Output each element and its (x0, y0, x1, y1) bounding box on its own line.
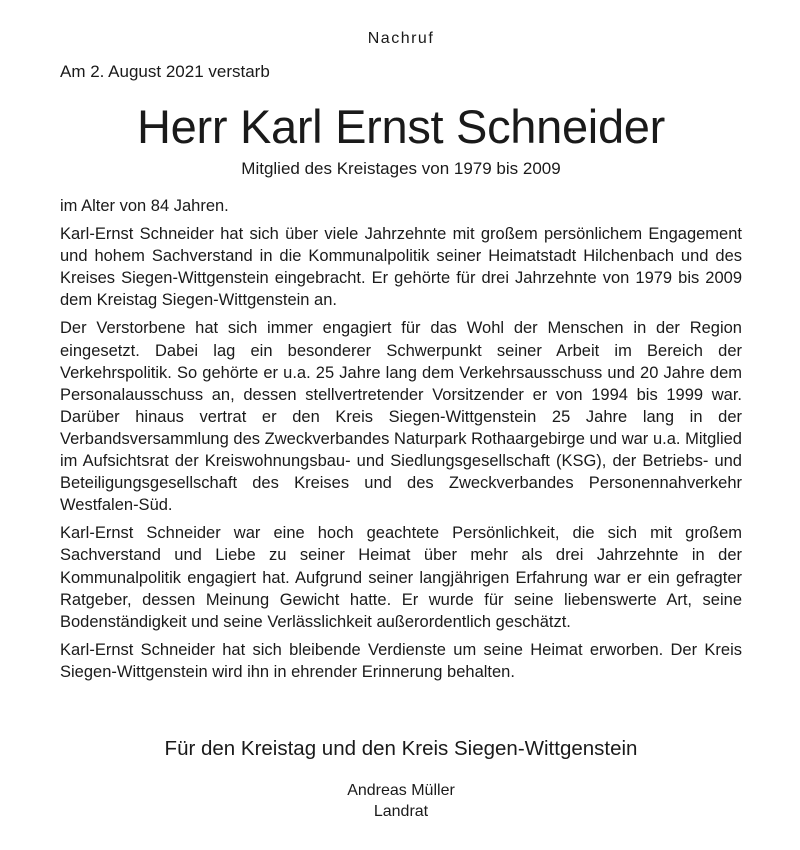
body-paragraph-legacy: Karl-Ernst Schneider hat sich bleibende Verdienste um seine Heimat erworben. Der Kreis Siegen-Wittgenstein wird ihn in ehrender Erinnerung behalten. (60, 640, 742, 681)
obituary-notice (60, 0, 742, 850)
notice-body (60, 195, 742, 689)
deceased-role: Mitglied des Kreistages von 1979 bis 2009 (241, 159, 561, 178)
body-paragraph-committees: Der Verstorbene hat sich immer engagiert für das Wohl der Menschen in der Region eingesetzt. Dabei lag ein besonderer Schwerpunkt seiner Arbeit im Bereich der Verkehrspolitik. So gehörte er u.a. 25 Jahre lang dem Verkehrsausschuss und 20 Jahre dem Personalausschuss an, dessen stellvertretender Vorsitzender er von 1994 bis 1999 war. Darüber hinaus vertrat er den Kreis Siegen-Wittgenstein 25 Jahre lang in der Verbandsversammlung des Zweckverbandes Naturpark Rothaargebirge und war u.a. Mitglied im Aufsichtsrat der Kreiswohnungsbau- und Siedlungsgesellschaft (KSG), der Betriebs- und Beteiligungsgesellschaft des Kreises und des Zweckverbandes Personennahverkehr Westfalen-Süd. (60, 319, 742, 515)
body-paragraph-career: Karl-Ernst Schneider hat sich über viele Jahrzehnte mit großem persönlichem Engagement und hohem Sachverstand in die Kommunalpolitik seiner Heimatstadt Hilchenbach und des Kreises Siegen-Wittgenstein eingebracht. Er gehörte für drei Jahrzehnte von 1979 bis 2009 dem Kreistag Siegen-Wittgenstein an. (60, 225, 742, 310)
body-paragraph-age: im Alter von 84 Jahren. (60, 197, 229, 215)
closing-line: Für den Kreistag und den Kreis Siegen-Wittgenstein (164, 737, 638, 760)
signer-title: Landrat (373, 803, 429, 820)
notice-intro: Am 2. August 2021 verstarb (60, 62, 270, 81)
body-paragraph-personality: Karl-Ernst Schneider war eine hoch geachtete Persönlichkeit, die sich mit großem Sachverstand und Liebe zu seiner Heimat über mehr als drei Jahrzehnte in der Kommunalpolitik engagiert hat. Aufgrund seiner langjährigen Erfahrung war er ein gefragter Ratgeber, dessen Meinung Gewicht hatte. Er wurde für seine liebenswerte Art, seine Bodenständigkeit und seine Verlässlichkeit außerordentlich geschätzt. (60, 524, 742, 631)
deceased-name: Herr Karl Ernst Schneider (137, 100, 665, 153)
signature-block (60, 780, 742, 822)
signer-name: Andreas Müller (347, 782, 455, 799)
notice-kicker: Nachruf (367, 30, 435, 47)
